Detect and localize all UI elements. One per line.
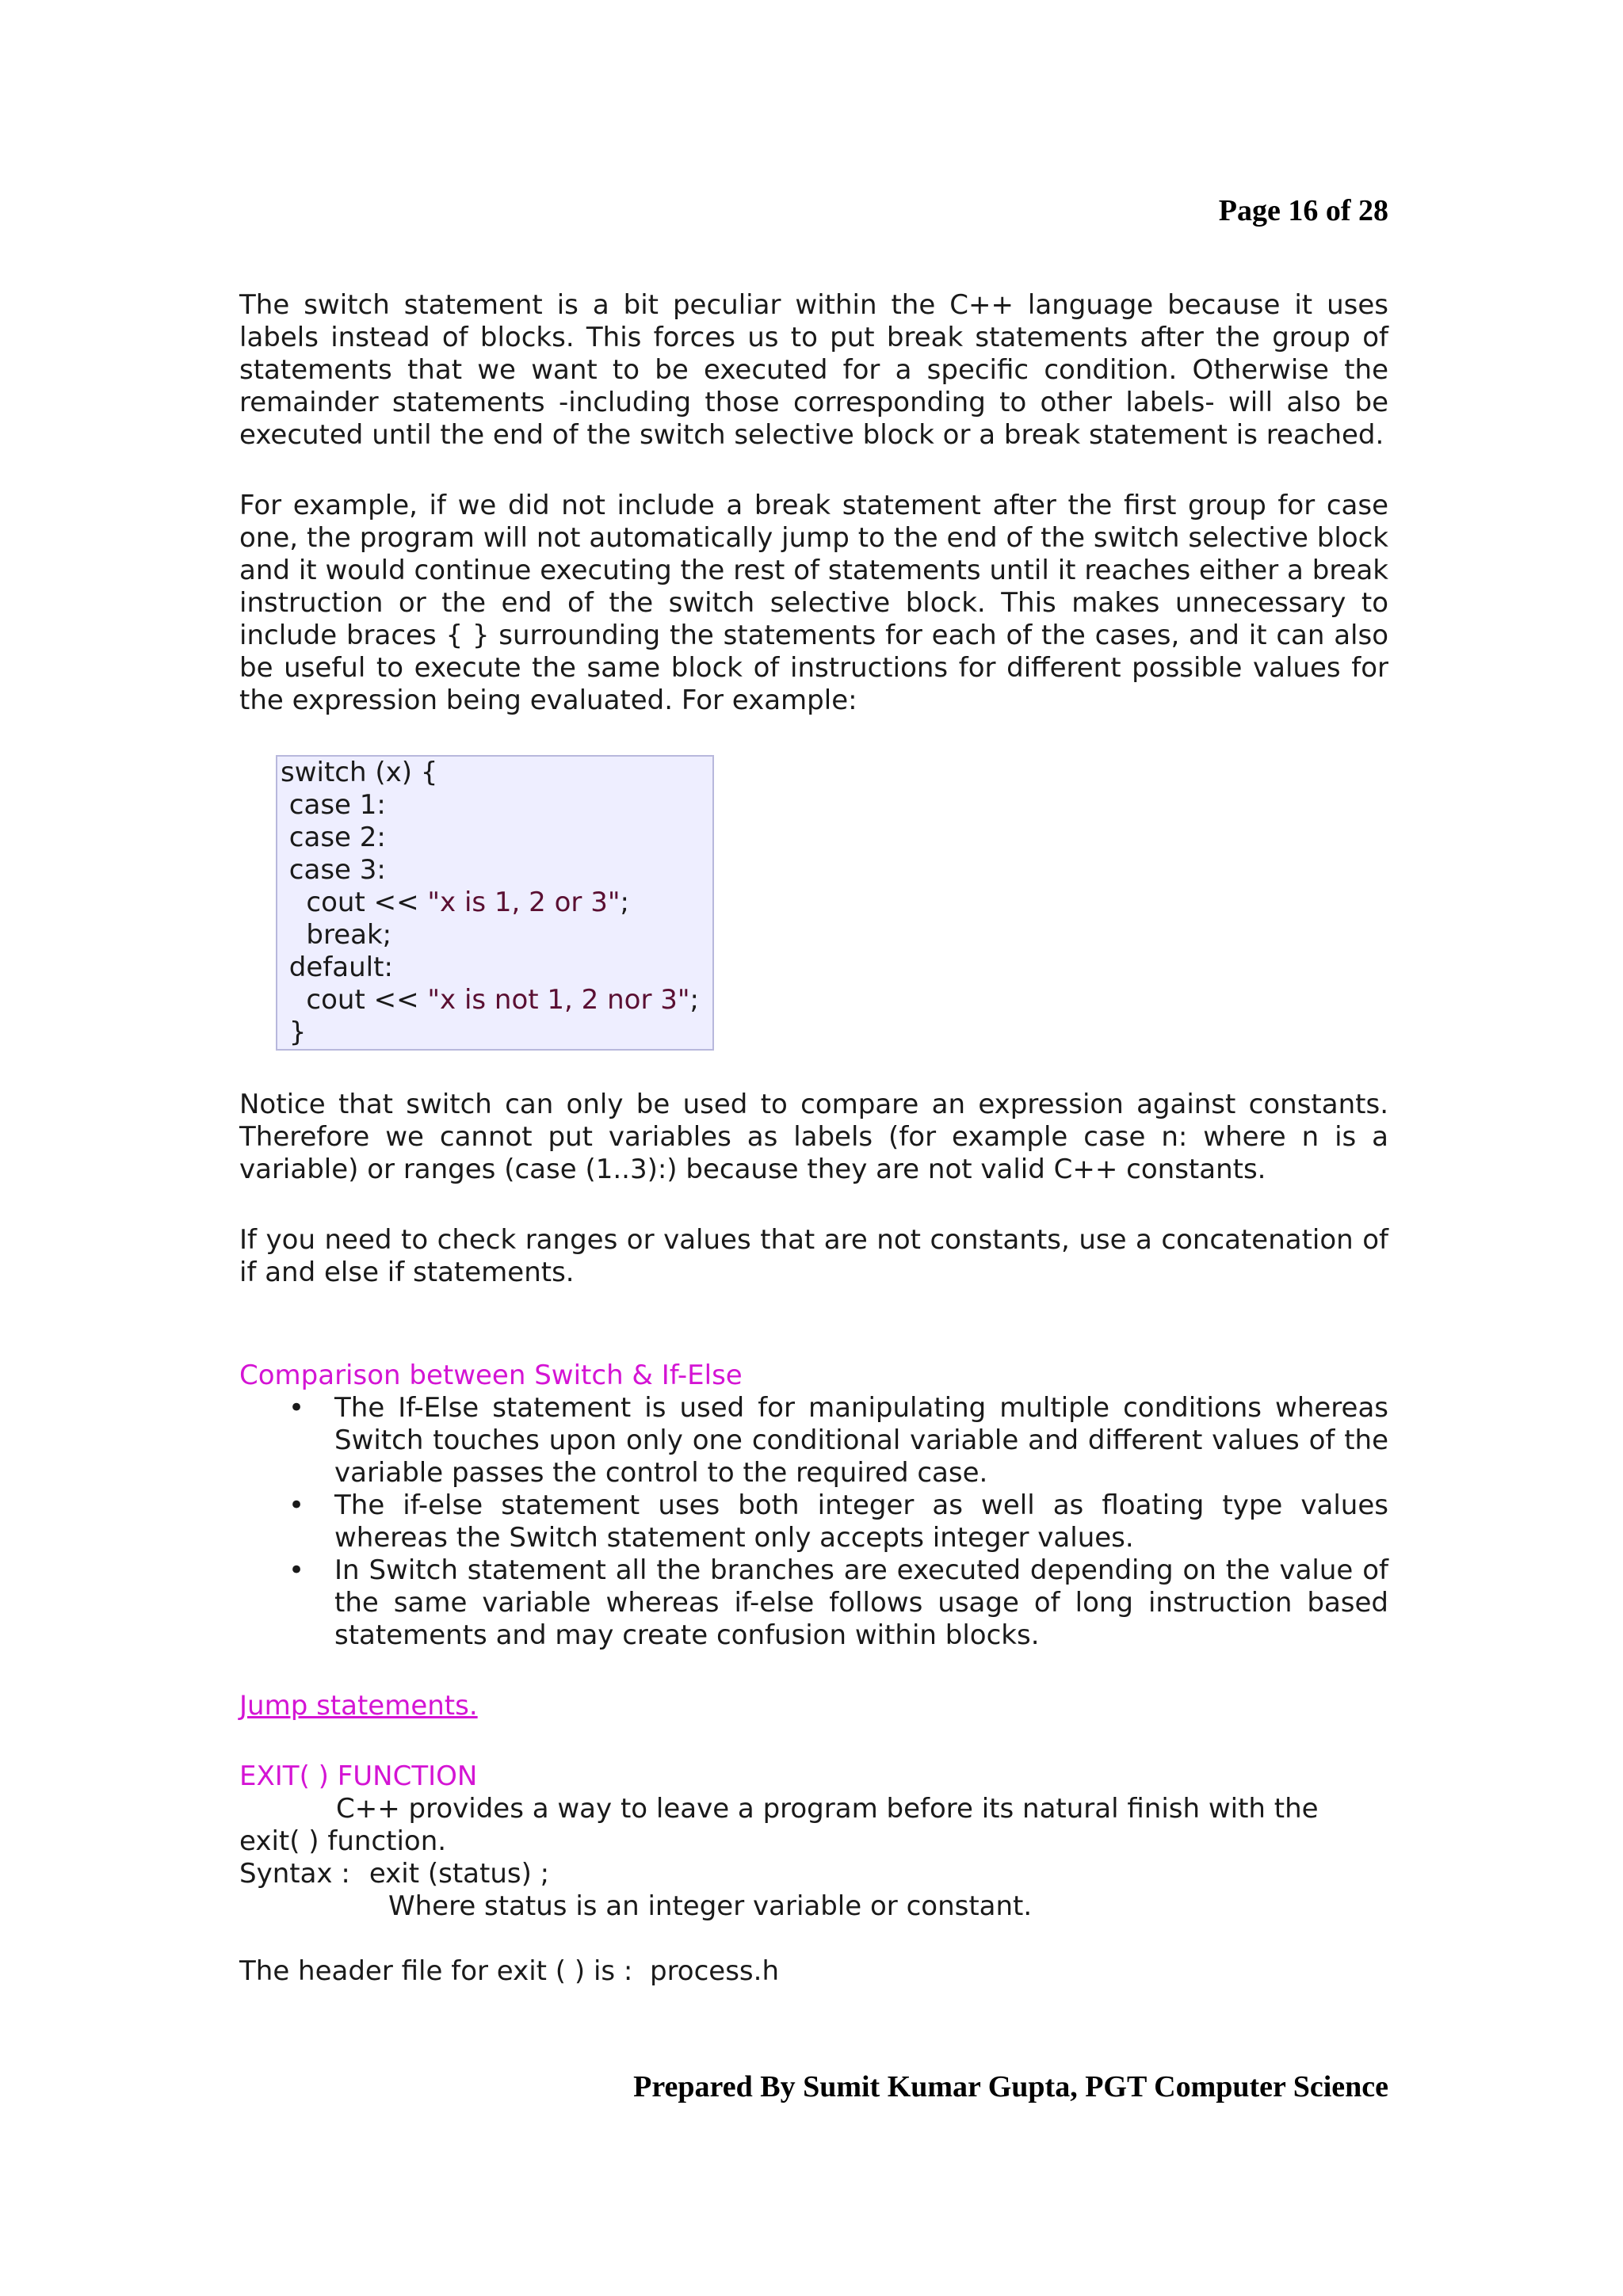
page-number: Page 16 of 28 <box>1218 194 1388 227</box>
paragraph-ranges-note: If you need to check ranges or values that are not constants, use a concatenation of if and else if statements. <box>239 1224 1388 1288</box>
jump-statements-link[interactable]: Jump statements. <box>239 1690 478 1722</box>
code-line: case 1: <box>281 789 386 821</box>
footer-credit: Prepared By Sumit Kumar Gupta, PGT Computer Science <box>633 2070 1388 2103</box>
code-text: ; <box>689 984 699 1016</box>
code-line: break; <box>281 919 392 951</box>
code-text: ; <box>620 887 629 918</box>
comparison-list <box>239 1392 1388 1652</box>
code-line: default: <box>281 952 393 983</box>
code-text: cout << <box>281 887 428 918</box>
document-body <box>239 289 1388 1988</box>
code-string: "x is not 1, 2 nor 3" <box>427 984 690 1016</box>
code-line: } <box>281 1016 307 1048</box>
code-line: switch (x) { <box>281 757 438 788</box>
comparison-heading: Comparison between Switch & If-Else <box>239 1360 743 1391</box>
syntax-row <box>239 1858 1388 1890</box>
paragraph-switch-intro: The switch statement is a bit peculiar within the C++ language because it uses labels instead of blocks. This forces us to put break statements after the group of statements that we want to be executed for a specific condition. Otherwise the remainder statements -including those corresponding to other labels- will also be executed until the end of the switch selective block or a break statement is reached. <box>239 289 1388 451</box>
code-block <box>276 755 714 1051</box>
list-item-text: The If-Else statement is used for manipulating multiple conditions whereas Switch touches upon only one conditional variable and different values of the variable passes the control to the required case. <box>334 1392 1388 1489</box>
code-text: cout << <box>281 984 428 1016</box>
list-item-text: The if-else statement uses both integer as well as floating type values whereas the Switch statement only accepts integer values. <box>334 1489 1388 1554</box>
paragraph-break-example: For example, if we did not include a break statement after the first group for case one, the program will not automatically jump to the end of the switch selective block and it would continue executing the rest of statements until it reaches either a break instruction or the end of the switch selective block. This makes unnecessary to include braces { } surrounding the statements for each of the cases, and it can also be useful to execute the same block of instructions for different possible values for the expression being evaluated. For example: <box>239 490 1388 716</box>
bullet-icon: • <box>288 1554 305 1586</box>
syntax-value: exit (status) ; <box>369 1858 550 1890</box>
syntax-label: Syntax : <box>239 1858 350 1890</box>
bullet-icon: • <box>288 1489 305 1521</box>
header-file-line: The header file for exit ( ) is : process.h <box>239 1955 779 1987</box>
paragraph-constants-note: Notice that switch can only be used to compare an expression against constants. Therefore we cannot put variables as labels (for example case n: where n is a variable) or ranges (case (1..3):) because they are not valid C++ constants. <box>239 1089 1388 1185</box>
exit-intro-line-2: exit( ) function. <box>239 1825 447 1857</box>
code-line: case 2: <box>281 822 386 853</box>
bullet-icon: • <box>288 1392 305 1424</box>
exit-heading: EXIT( ) FUNCTION <box>239 1760 478 1792</box>
list-item <box>239 1554 1388 1652</box>
code-line <box>281 984 712 1016</box>
list-item <box>239 1392 1388 1489</box>
syntax-description: Where status is an integer variable or constant. <box>388 1890 1033 1922</box>
code-line <box>281 887 712 919</box>
code-string: "x is 1, 2 or 3" <box>427 887 621 918</box>
list-item-text: In Switch statement all the branches are executed depending on the value of the same variable whereas if-else follows usage of long instruction based statements and may create confusion within blocks. <box>334 1554 1388 1651</box>
exit-intro-line: C++ provides a way to leave a program before its natural finish with the <box>336 1793 1319 1825</box>
list-item <box>239 1489 1388 1554</box>
code-line: case 3: <box>281 854 386 886</box>
